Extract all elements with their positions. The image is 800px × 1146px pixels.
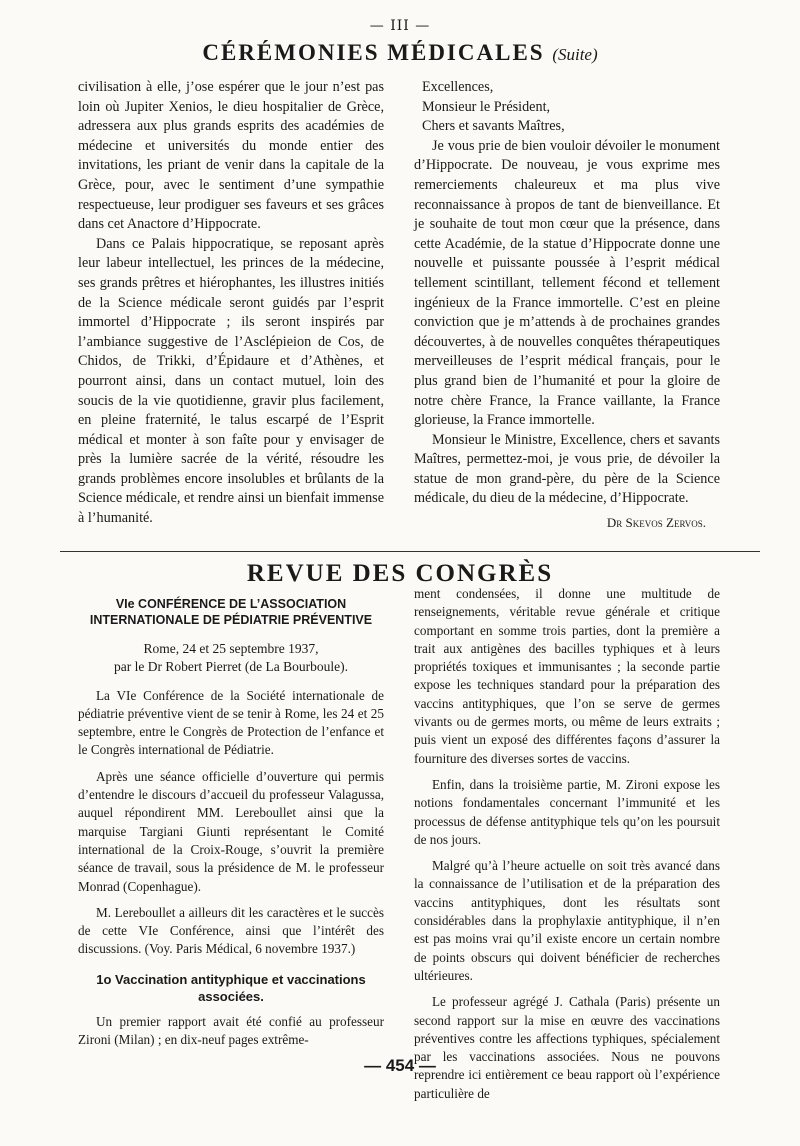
- paragraph: ment condensées, il donne une multitude de renseignements, véritable revue générale et critique comportant en somme trois parties, dont la première a trait aux antigènes des bacilles typhiques et à leurs propriétés toxiques et immunisantes ; la seconde partie expose les techniques standard pour la préparation des vaccins antityphiques, que l’on se serve de germes vivants ou de germes morts, ou même de leurs extraits ; puis vient un exposé des différentes façons d’assurer la fourniture des diverses sortes de vaccins.: [414, 586, 720, 766]
- paragraph: M. Lereboullet a ailleurs dit les caractères et le succès de cette VIe Conférence, ainsi que l’intérêt des discussions. (Voy. Paris Médical, 6 novembre 1937.): [78, 904, 384, 957]
- paragraph: Le professeur agrégé J. Cathala (Paris) présente un second rapport sur la mise en œuvre des vaccinations préventives contre les affections typhiques, spécialement par les vaccinations associées. Nous ne pouvons reprendre ici entièrement ce beau rapport où l’expérience particulière de: [414, 994, 720, 1101]
- paragraph: Un premier rapport avait été confié au professeur Zironi (Milan) ; en dix-neuf pages extrême-: [78, 1013, 384, 1048]
- congress-column-left: [78, 596, 384, 1049]
- paragraph: Enfin, dans la troisième partie, M. Zironi expose les notions fondamentales concernant l’immunité et les processus de défense antityphique tels qu’on les poursuit de nos jours.: [414, 776, 720, 847]
- speech-column-left: [78, 78, 384, 529]
- subsection-heading: 1o Vaccination antityphique et vaccinations associées.: [96, 971, 366, 1004]
- byline: par le Dr Robert Pierret (de La Bourboule).: [114, 659, 348, 675]
- paragraph: Malgré qu’à l’heure actuelle on soit très avancé dans la connaissance de l’utilisation et de la préparation des vaccins antityphiques, dont les résultats sont considérables dans la prophylaxie antityphique, il n’en est pas moins vrai qu’il existe encore un certain nombre de points obscurs qui doivent bénéficier de recherches ultérieures.: [414, 858, 720, 983]
- page-number: — 454 —: [364, 1056, 436, 1075]
- salutation-line: Chers et savants Maîtres,: [422, 118, 565, 135]
- dateline: [78, 640, 384, 677]
- paragraph: civilisation à elle, j’ose espérer que le jour n’est pas loin où Jupiter Xenios, le dieu hospitalier de Grèce, adressera aux plus grands esprits des académies de médecine et universités du monde entier des invitations, les priant de venir dans la capitale de la Grèce, pour, avec le sentiment d’une sympathie respectueuse, leur prodiguer ses faveurs et ses grâces dans cet Anactore d’Hippocrate.: [78, 79, 384, 233]
- folio-header: — III —: [369, 18, 431, 34]
- section-title: [0, 40, 800, 66]
- section-divider: [60, 551, 760, 552]
- revue-title: REVUE DES CONGRÈS: [246, 560, 554, 587]
- paragraph: Dans ce Palais hippocratique, se reposant après leur labeur intellectuel, les princes de la médecine, ses grands prêtres et hiérophantes, les illustres initiés de la Science médicale seront guidés par l’esprit immortel d’Hippocrate ; ils seront inspirés par l’ambiance suggestive de l’Asclépieion de Cos, de Chidos, de Trikki, d’Épidaure et d’Athènes, et pourront ainsi, dans un contact mutuel, loin des soucis de la vie quotidienne, gravir plus facilement, en pleine fraternité, le talus escarpé de l’Esprit médical et monter à son faîte pour y envisager de près la lumière sacrée de la vérité, résoudre les grands problèmes encore insolubles et brûlants de la Science médicale, et rendre ainsi un bienfait immense à l’humanité.: [78, 235, 384, 527]
- speech-column-right: [414, 78, 720, 533]
- paragraph: Monsieur le Ministre, Excellence, chers et savants Maîtres, permettez-moi, je vous prie, de dévoiler la statue de mon grand-père, du père de la Science médicale, du dieu de la médecine, d’Hippocrate.: [414, 431, 720, 507]
- salutation-line: Excellences,: [422, 79, 494, 95]
- paragraph: La VIe Conférence de la Société internationale de pédiatrie préventive vient de se tenir à Rome, les 24 et 25 septembre, entre le Congrès de Protection de l’enfance et le Congrès international de Pédiatrie.: [78, 687, 384, 758]
- congress-column-right: [414, 585, 720, 1103]
- section-title-text: CÉRÉMONIES MÉDICALES: [202, 40, 545, 65]
- conference-title: VIe CONFÉRENCE DE L’ASSOCIATION INTERNATIONALE DE PÉDIATRIE PRÉVENTIVE: [89, 597, 373, 627]
- salutation-line: Monsieur le Président,: [422, 98, 551, 115]
- signature: Dr Skevos Zervos.: [606, 515, 706, 531]
- paragraph: Après une séance officielle d’ouverture qui permis d’entendre le discours d’accueil du professeur Valagussa, auquel répondirent MM. Lereboullet ainsi que la marquise Targiani Giunti représentant le Comité international de la Croix-Rouge, s’ouvrit la première séance de travail, sous la présidence de M. le professeur Monrad (Copenhague).: [78, 768, 384, 894]
- paragraph: Je vous prie de bien vouloir dévoiler le monument d’Hippocrate. De nouveau, je vous exprime mes remerciements chaleureux et ma plus vive reconnaissance à propos de tant de bienveillance. Et je souhaite de tout mon cœur que la présence, dans cette Académie, de la statue d’Hippocrate donne une nouvelle et puissante poussée à l’esprit médical tellement scintillant, tellement fécond et tellement ingénieux de la France immortelle. C’est en pleine conviction que je m’attends à de prochaines grandes découvertes, à de nouvelles conquêtes thérapeutiques merveilleuses de l’esprit médical français, pour le plus grand bien de l’humanité et pour la gloire de notre chère France, la France vaillante, la France glorieuse, la France immortelle.: [414, 137, 720, 429]
- dateline-place-date: Rome, 24 et 25 septembre 1937,: [143, 641, 319, 656]
- section-title-suffix: (Suite): [552, 45, 598, 64]
